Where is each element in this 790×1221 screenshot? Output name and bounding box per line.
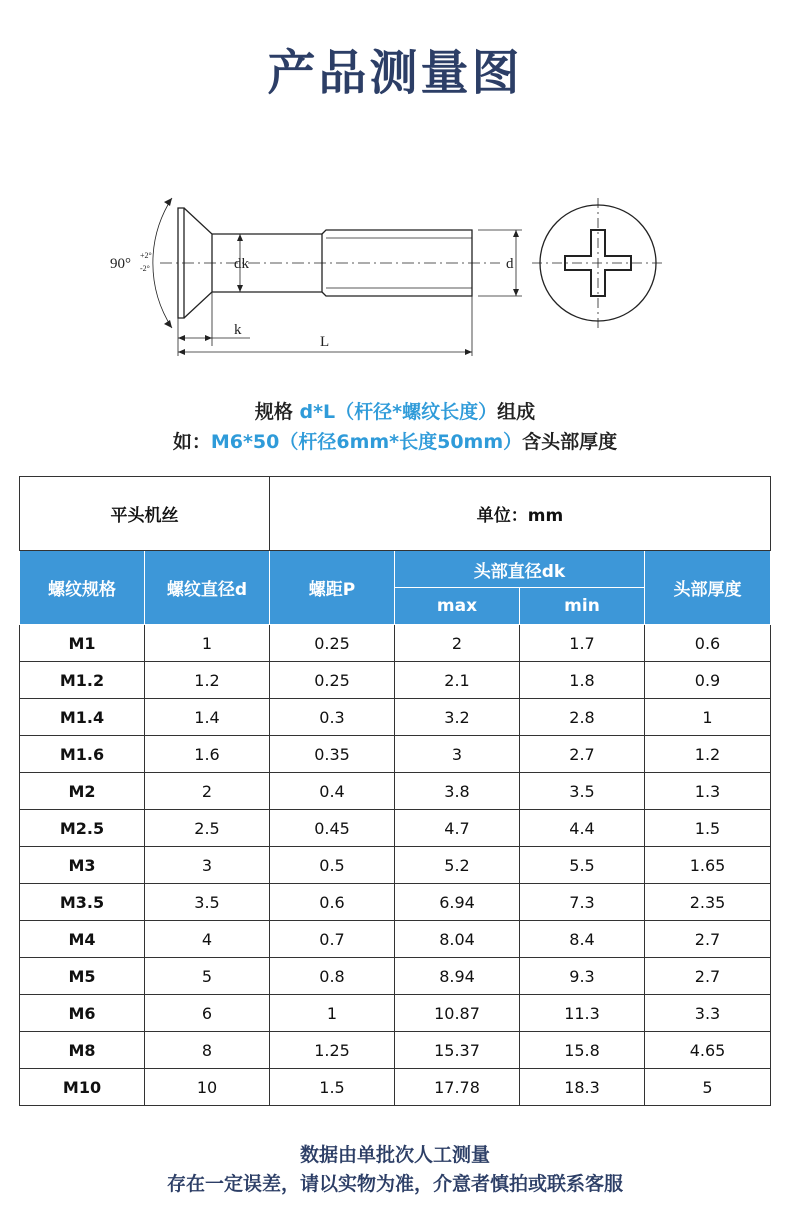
head-min-cell: 8.4 [520, 921, 645, 958]
angle-tolerance-minus: -2° [140, 264, 150, 273]
spec-cell: M4 [20, 921, 145, 958]
spec-line-1-suffix: 组成 [497, 401, 536, 423]
thickness-cell: 2.7 [645, 958, 771, 995]
thickness-cell: 0.9 [645, 662, 771, 699]
diameter-cell: 2.5 [145, 810, 270, 847]
head-min-cell: 1.8 [520, 662, 645, 699]
pitch-cell: 1.5 [270, 1069, 395, 1106]
spec-cell: M6 [20, 995, 145, 1032]
diameter-cell: 2 [145, 773, 270, 810]
header-min: min [520, 588, 645, 625]
head-min-cell: 2.8 [520, 699, 645, 736]
thickness-cell: 1.65 [645, 847, 771, 884]
thickness-cell: 1.5 [645, 810, 771, 847]
spec-cell: M10 [20, 1069, 145, 1106]
diameter-cell: 1.6 [145, 736, 270, 773]
spec-line-1-highlight: d*L（杆径*螺纹长度） [299, 401, 498, 423]
head-min-cell: 15.8 [520, 1032, 645, 1069]
product-type: 平头机丝 [20, 477, 270, 551]
pitch-cell: 0.6 [270, 884, 395, 921]
header-spec: 螺纹规格 [20, 551, 145, 625]
diameter-cell: 8 [145, 1032, 270, 1069]
head-min-cell: 5.5 [520, 847, 645, 884]
thickness-cell: 5 [645, 1069, 771, 1106]
head-min-cell: 18.3 [520, 1069, 645, 1106]
header-head-thickness: 头部厚度 [645, 551, 771, 625]
diameter-cell: 6 [145, 995, 270, 1032]
pitch-cell: 0.5 [270, 847, 395, 884]
pitch-cell: 0.3 [270, 699, 395, 736]
head-min-cell: 3.5 [520, 773, 645, 810]
thickness-cell: 2.35 [645, 884, 771, 921]
table-row [20, 699, 771, 736]
diameter-cell: 3 [145, 847, 270, 884]
pitch-cell: 0.8 [270, 958, 395, 995]
spec-line-2-prefix: 如： [172, 431, 211, 453]
diameter-cell: 1.2 [145, 662, 270, 699]
dk-label: dk [234, 256, 249, 272]
spec-cell: M2.5 [20, 810, 145, 847]
unit-label: 单位：mm [270, 477, 771, 551]
screw-measurement-diagram [100, 178, 680, 368]
head-max-cell: 4.7 [395, 810, 520, 847]
head-max-cell: 8.94 [395, 958, 520, 995]
head-max-cell: 2 [395, 625, 520, 662]
k-label: k [234, 322, 242, 338]
table-row [20, 773, 771, 810]
spec-line-1-prefix: 规格 [254, 401, 300, 423]
table-row [20, 884, 771, 921]
thickness-cell: 2.7 [645, 921, 771, 958]
spec-cell: M1.2 [20, 662, 145, 699]
page-title: 产品测量图 [267, 45, 523, 101]
head-min-cell: 7.3 [520, 884, 645, 921]
thickness-cell: 1 [645, 699, 771, 736]
diameter-cell: 5 [145, 958, 270, 995]
head-max-cell: 2.1 [395, 662, 520, 699]
head-min-cell: 1.7 [520, 625, 645, 662]
pitch-cell: 0.7 [270, 921, 395, 958]
head-max-cell: 15.37 [395, 1032, 520, 1069]
header-head-diameter: 头部直径dk [395, 551, 645, 588]
header-diameter: 螺纹直径d [145, 551, 270, 625]
table-row [20, 1032, 771, 1069]
table-row [20, 662, 771, 699]
diameter-cell: 4 [145, 921, 270, 958]
head-max-cell: 10.87 [395, 995, 520, 1032]
head-min-cell: 11.3 [520, 995, 645, 1032]
spec-cell: M3.5 [20, 884, 145, 921]
head-min-cell: 2.7 [520, 736, 645, 773]
head-max-cell: 5.2 [395, 847, 520, 884]
thickness-cell: 3.3 [645, 995, 771, 1032]
header-max: max [395, 588, 520, 625]
table-row [20, 810, 771, 847]
head-max-cell: 17.78 [395, 1069, 520, 1106]
table-row [20, 1069, 771, 1106]
spec-cell: M1.6 [20, 736, 145, 773]
pitch-cell: 1 [270, 995, 395, 1032]
spec-cell: M8 [20, 1032, 145, 1069]
diameter-cell: 1.4 [145, 699, 270, 736]
spec-cell: M1 [20, 625, 145, 662]
pitch-cell: 0.4 [270, 773, 395, 810]
head-max-cell: 3.8 [395, 773, 520, 810]
pitch-cell: 0.25 [270, 625, 395, 662]
head-max-cell: 6.94 [395, 884, 520, 921]
spec-cell: M5 [20, 958, 145, 995]
L-label: L [320, 334, 330, 350]
table-row [20, 958, 771, 995]
header-pitch: 螺距P [270, 551, 395, 625]
spec-cell: M2 [20, 773, 145, 810]
spec-table [19, 476, 771, 1106]
diameter-cell: 3.5 [145, 884, 270, 921]
pitch-cell: 0.45 [270, 810, 395, 847]
diameter-cell: 10 [145, 1069, 270, 1106]
spec-cell: M3 [20, 847, 145, 884]
pitch-cell: 0.35 [270, 736, 395, 773]
angle-tolerance-plus: +2° [140, 251, 152, 260]
table-row [20, 921, 771, 958]
note-line-2: 存在一定误差，请以实物为准，介意者慎拍或联系客服 [166, 1173, 623, 1195]
spec-line-2-highlight: M6*50（杆径6mm*长度50mm） [210, 431, 523, 453]
table-row [20, 847, 771, 884]
spec-line-2 [0, 427, 790, 454]
table-row [20, 625, 771, 662]
thickness-cell: 1.2 [645, 736, 771, 773]
angle-label: 90° [110, 256, 131, 272]
thickness-cell: 4.65 [645, 1032, 771, 1069]
head-max-cell: 3.2 [395, 699, 520, 736]
table-row [20, 736, 771, 773]
pitch-cell: 0.25 [270, 662, 395, 699]
spec-line-1 [0, 397, 790, 424]
spec-line-2-suffix: 含头部厚度 [522, 431, 618, 453]
head-min-cell: 4.4 [520, 810, 645, 847]
note-line-1: 数据由单批次人工测量 [299, 1144, 490, 1166]
thickness-cell: 0.6 [645, 625, 771, 662]
d-label: d [506, 256, 514, 272]
head-min-cell: 9.3 [520, 958, 645, 995]
thickness-cell: 1.3 [645, 773, 771, 810]
diameter-cell: 1 [145, 625, 270, 662]
head-max-cell: 3 [395, 736, 520, 773]
head-max-cell: 8.04 [395, 921, 520, 958]
spec-cell: M1.4 [20, 699, 145, 736]
pitch-cell: 1.25 [270, 1032, 395, 1069]
table-row [20, 995, 771, 1032]
